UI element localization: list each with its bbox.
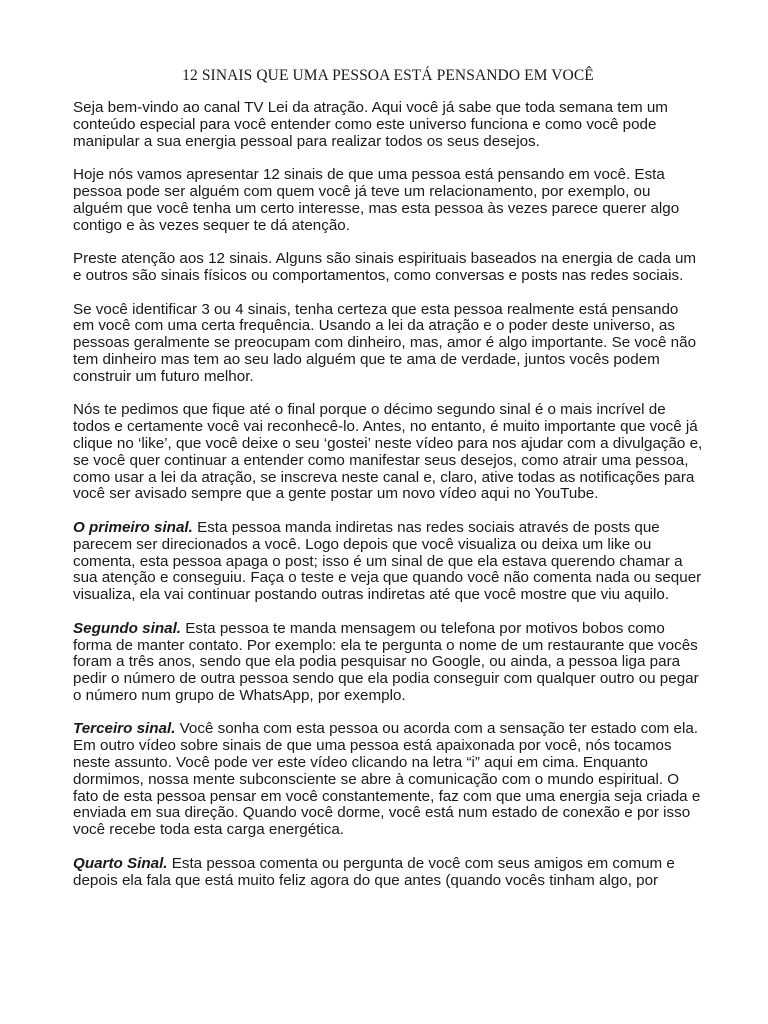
paragraph-second-sign (73, 621, 703, 705)
sign-heading: Quarto Sinal. (73, 854, 168, 872)
paragraph-text: Esta pessoa manda indiretas nas redes sociais através de posts que parecem ser direcionados a você. Logo depois que você visualiza ou deixa um like ou comenta, esta pessoa apaga o post; isso é um sinal de que ela estava querendo chamar a sua atenção e conseguiu. Faça o teste e veja que quando você não comenta nada ou sequer visualiza, ela vai continuar postando outras indiretas até que você mostre que viu aquilo. (73, 518, 702, 604)
paragraph-fourth-sign (73, 856, 703, 890)
document-page (73, 66, 703, 906)
paragraph-subscribe (73, 402, 703, 503)
paragraph-attention (73, 251, 703, 285)
document-title: 12 SINAIS QUE UMA PESSOA ESTÁ PENSANDO EM VOCÊ (182, 67, 594, 84)
paragraph-text: Hoje nós vamos apresentar 12 sinais de que uma pessoa está pensando em você. Esta pessoa pode ser alguém com quem você já teve um relacionamento, por exemplo, ou alguém que você tenha um certo interesse, mas esta pessoa às vezes parece querer algo contigo e às vezes sequer te dá atenção. (73, 166, 680, 234)
paragraph-text: Esta pessoa te manda mensagem ou telefona por motivos bobos como forma de manter contato. Por exemplo: ela te pergunta o nome de um restaurante que vocês foram a três anos, sendo que ela podia pesquisar no Google, ou ainda, a pessoa liga para pedir o número de outra pessoa sendo que ela podia conseguir com qualquer outro ou pegar o número num grupo de WhatsApp, por exemplo. (73, 619, 699, 704)
paragraph-third-sign (73, 721, 703, 839)
paragraph-text: Seja bem-vindo ao canal TV Lei da atração. Aqui você já sabe que toda semana tem um conteúdo especial para você entender como este universo funciona e como você pode manipular a sua energia pessoal para realizar todos os seus desejos. (73, 99, 668, 150)
paragraph-text: Esta pessoa comenta ou pergunta de você com seus amigos em comum e depois ela fala que está muito feliz agora do que antes (quando vocês tinham algo, por (73, 854, 675, 889)
paragraph-12-signs (73, 167, 703, 234)
paragraph-identify (73, 302, 703, 386)
paragraph-text: Nós te pedimos que fique até o final porque o décimo segundo sinal é o mais incrível de todos e certamente você vai reconhecê-lo. Antes, no entanto, é muito importante que você já clique no ‘like’, que você deixe o seu ‘gostei’ neste vídeo para nos ajudar com a divulgação e, se você quer continuar a entender como manifestar seus desejos, como atrair uma pessoa, como usar a lei da atração, se inscreva neste canal e, claro, ative todas as notificações para você ser avisado sempre que a gente postar um novo vídeo aqui no YouTube. (73, 401, 703, 503)
paragraph-intro (73, 100, 703, 150)
sign-heading: O primeiro sinal. (73, 518, 193, 536)
sign-heading: Segundo sinal. (73, 619, 182, 637)
paragraph-text: Se você identificar 3 ou 4 sinais, tenha certeza que esta pessoa realmente está pensando em você com uma certa frequência. Usando a lei da atração e o poder deste universo, as pessoas geralmente se preocupam com dinheiro, mas, amor é algo importante. Se você não tem dinheiro mas tem ao seu lado alguém que te ama de verdade, juntos vocês podem construir um futuro melhor. (73, 300, 697, 385)
paragraph-text: Você sonha com esta pessoa ou acorda com a sensação ter estado com ela. Em outro vídeo sobre sinais de que uma pessoa está apaixonada por você, nós tocamos neste assunto. Você pode ver este vídeo clicando na letra “i” aqui em cima. Enquanto dormimos, nossa mente subconsciente se abre à comunicação com o mundo espiritual. O fato de esta pessoa pensar em você constantemente, faz com que uma energia seja criada e enviada em sua direção. Quando você dorme, você está num estado de conexão e por isso você recebe toda esta carga energética. (73, 720, 701, 839)
paragraph-first-sign (73, 520, 703, 604)
sign-heading: Terceiro sinal. (73, 720, 176, 738)
paragraph-text: Preste atenção aos 12 sinais. Alguns são sinais espirituais baseados na energia de cada um e outros são sinais físicos ou comportamentos, como conversas e posts nas redes sociais. (73, 250, 697, 284)
